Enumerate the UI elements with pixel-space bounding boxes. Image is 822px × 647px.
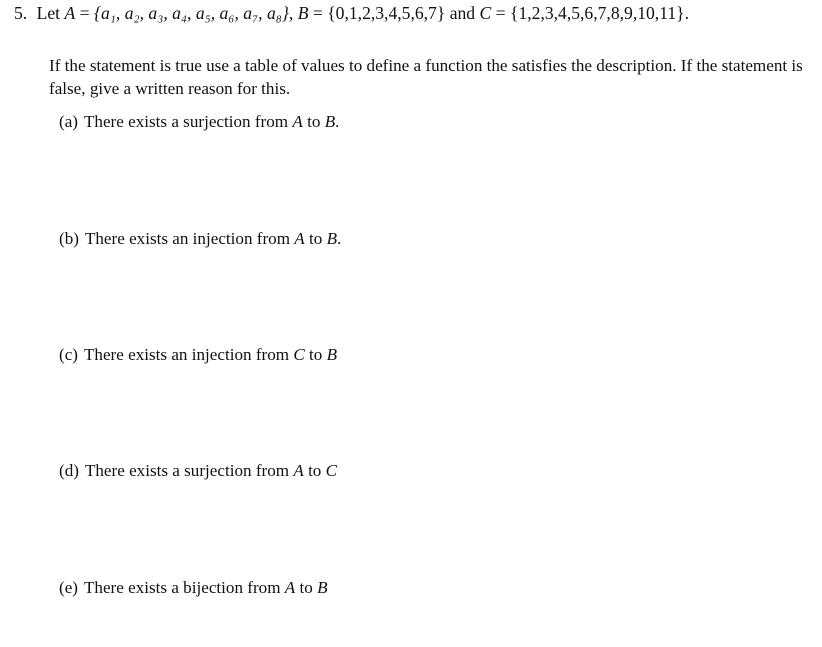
part-a-domain: A [292, 112, 303, 131]
part-a-prefix: There exists a surjection from [83, 112, 289, 131]
set-c-equals: = [495, 3, 506, 23]
set-c-name: C [479, 3, 492, 23]
part-d-label: (d) [59, 461, 79, 480]
part-d-domain: A [293, 461, 304, 480]
part-c-statement [59, 345, 337, 365]
part-e-codomain: B [317, 578, 328, 597]
part-d-statement [59, 461, 337, 481]
part-e-statement [59, 578, 328, 598]
set-b-elements: {0,1,2,3,4,5,6,7} [327, 3, 446, 23]
part-b-prefix: There exists an injection from [84, 229, 290, 248]
problem-statement [14, 3, 689, 24]
part-b-label: (b) [59, 229, 79, 248]
part-e-to-word: to [299, 578, 313, 597]
part-e-label: (e) [59, 578, 78, 597]
problem-intro: Let [36, 3, 61, 23]
part-a-to-word: to [307, 112, 321, 131]
set-b-name: B [297, 3, 309, 23]
part-c-to-word: to [309, 345, 323, 364]
part-a-statement [59, 112, 339, 132]
part-e-prefix: There exists a bijection from [83, 578, 281, 597]
part-b-domain: A [294, 229, 305, 248]
set-a-name: A [64, 3, 76, 23]
part-c-codomain: B [326, 345, 338, 364]
conjunction-and: and [449, 3, 476, 23]
part-d-prefix: There exists a surjection from [84, 461, 290, 480]
part-b-suffix: . [337, 229, 342, 248]
problem-number: 5. [14, 3, 28, 23]
part-c-domain: C [293, 345, 305, 364]
part-a-suffix: . [335, 112, 340, 131]
set-b-equals: = [312, 3, 323, 23]
part-b-to-word: to [309, 229, 323, 248]
set-c-elements: {1,2,3,4,5,6,7,8,9,10,11}. [510, 3, 689, 23]
set-a-elements: {a₁, a₂, a₃, a₄, a₅, a₆, a₇, a₈}, [93, 3, 294, 23]
part-a-codomain: B [324, 112, 336, 131]
instructions-paragraph: If the statement is true use a table of values to define a function the satisfies the description. If the statement is false, give a written reason for this. [49, 56, 803, 98]
part-b-codomain: B [326, 229, 338, 248]
part-c-label: (c) [59, 345, 78, 364]
part-d-codomain: C [325, 461, 338, 480]
set-a-equals: = [79, 3, 90, 23]
part-a-label: (a) [59, 112, 78, 131]
part-d-to-word: to [308, 461, 322, 480]
part-c-prefix: There exists an injection from [83, 345, 290, 364]
part-b-statement [59, 229, 341, 249]
part-e-domain: A [284, 578, 296, 597]
